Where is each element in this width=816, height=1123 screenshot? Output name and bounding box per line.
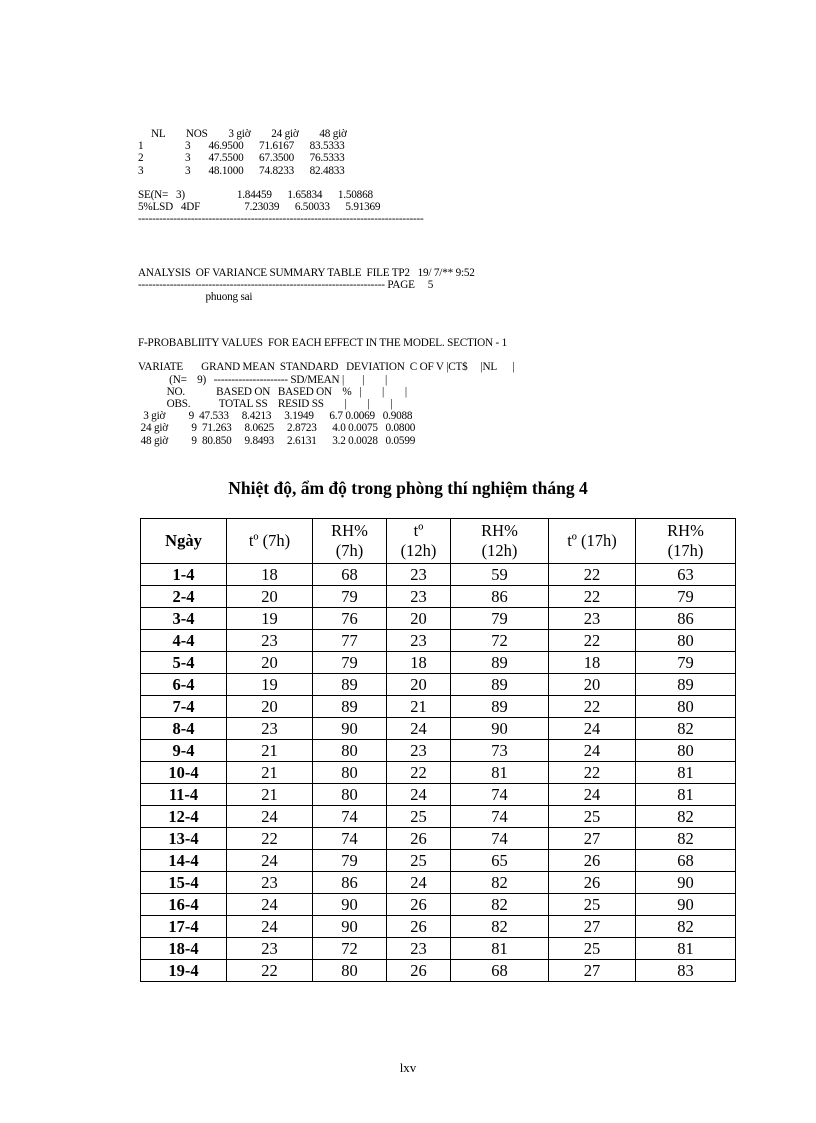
value-cell: 26 [387,894,451,916]
value-cell: 82 [451,872,549,894]
value-cell: 82 [636,916,736,938]
value-cell: 24 [549,718,636,740]
text-line [138,349,514,361]
value-cell: 26 [549,872,636,894]
column-header [313,519,387,564]
value-cell: 82 [451,916,549,938]
value-cell: 25 [549,938,636,960]
text-line: SE(N= 3) 1.84459 1.65834 1.50868 [138,189,373,201]
value-cell: 20 [387,674,451,696]
value-cell: 24 [387,718,451,740]
value-cell: 27 [549,960,636,982]
value-cell: 18 [387,652,451,674]
value-cell: 89 [451,696,549,718]
table-row [141,916,736,938]
value-cell: 90 [636,894,736,916]
column-header [549,519,636,564]
value-cell: 73 [451,740,549,762]
value-cell: 80 [313,762,387,784]
value-cell: 90 [313,894,387,916]
value-cell: 79 [313,586,387,608]
table-row [141,696,736,718]
day-cell: 18-4 [141,938,227,960]
column-header [227,519,313,564]
value-cell: 79 [451,608,549,630]
value-cell: 80 [636,630,736,652]
day-cell: 2-4 [141,586,227,608]
page-number: lxv [399,1060,417,1075]
column-header-line1: RH% [481,521,518,540]
value-cell: 79 [313,850,387,872]
value-cell: 18 [549,652,636,674]
table-row [141,894,736,916]
value-cell: 80 [313,960,387,982]
value-cell: 22 [227,960,313,982]
value-cell: 77 [313,630,387,652]
text-line: OBS. TOTAL SS RESID SS | | | [138,398,393,410]
table-row [141,784,736,806]
table-row [141,850,736,872]
text-line: 5%LSD 4DF 7.23039 6.50033 5.91369 [138,201,381,214]
table-title: Nhiệt độ, ẩm độ trong phòng thí nghiệm tháng 4 [228,478,588,498]
value-cell: 65 [451,850,549,872]
table-row [141,718,736,740]
text-line: phuong sai [138,291,253,304]
text-line [138,177,424,189]
value-cell: 22 [549,564,636,586]
text-line: 3 3 48.1000 74.8233 82.4833 [138,164,345,177]
value-cell: 79 [636,586,736,608]
value-cell: 89 [313,696,387,718]
value-cell: 89 [313,674,387,696]
table-row [141,586,736,608]
value-cell: 23 [387,740,451,762]
text-line: VARIATE GRAND MEAN STANDARD DEVIATION C OF V |CT$ |NL | [138,361,515,374]
table-row [141,762,736,784]
value-cell: 26 [387,960,451,982]
value-cell: 68 [636,850,736,872]
value-cell: 26 [549,850,636,872]
value-cell: 72 [313,938,387,960]
value-cell: 82 [636,806,736,828]
table-header-row [141,519,736,564]
day-cell: 13-4 [141,828,227,850]
value-cell: 20 [227,586,313,608]
value-cell: 81 [451,938,549,960]
day-cell: 15-4 [141,872,227,894]
column-header-line1: RH% [667,521,704,540]
value-cell: 24 [549,784,636,806]
value-cell: 26 [387,828,451,850]
day-cell: 12-4 [141,806,227,828]
day-cell: 1-4 [141,564,227,586]
value-cell: 24 [227,850,313,872]
text-line: 3 giờ 9 47.533 8.4213 3.1949 6.7 0.0069 0.9088 [138,410,413,423]
day-cell: 19-4 [141,960,227,982]
value-cell: 82 [451,894,549,916]
column-header-line1: tº (17h) [567,531,617,550]
value-cell: 23 [387,564,451,586]
value-cell: 81 [636,784,736,806]
value-cell: 22 [549,586,636,608]
value-cell: 26 [387,916,451,938]
text-line: 24 giờ 9 71.263 8.0625 2.8723 4.0 0.0075 0.0800 [138,422,416,435]
day-cell: 4-4 [141,630,227,652]
value-cell: 74 [451,828,549,850]
value-cell: 82 [636,718,736,740]
text-line: 2 3 47.5500 67.3500 76.5333 [138,152,345,165]
value-cell: 27 [549,916,636,938]
value-cell: 89 [636,674,736,696]
value-cell: 24 [227,916,313,938]
value-cell: 86 [636,608,736,630]
value-cell: 74 [451,784,549,806]
day-cell: 17-4 [141,916,227,938]
value-cell: 83 [636,960,736,982]
value-cell: 86 [313,872,387,894]
value-cell: 74 [451,806,549,828]
day-cell: 8-4 [141,718,227,740]
value-cell: 80 [313,740,387,762]
text-line: 48 giờ 9 80.850 9.8493 2.6131 3.2 0.0028 0.0599 [138,434,416,447]
value-cell: 24 [227,806,313,828]
value-cell: 24 [549,740,636,762]
value-cell: 24 [387,872,451,894]
value-cell: 90 [451,718,549,740]
value-cell: 23 [227,718,313,740]
value-cell: 80 [313,784,387,806]
value-cell: 79 [636,652,736,674]
value-cell: 22 [549,696,636,718]
day-cell: 16-4 [141,894,227,916]
value-cell: 74 [313,806,387,828]
column-header-line1: RH% [331,521,368,540]
value-cell: 22 [387,762,451,784]
value-cell: 80 [636,740,736,762]
value-cell: 23 [227,872,313,894]
value-cell: 90 [313,718,387,740]
table-row [141,872,736,894]
temperature-humidity-table [140,518,736,982]
text-line: 1 3 46.9500 71.6167 83.5333 [138,140,345,153]
value-cell: 68 [313,564,387,586]
table-row [141,630,736,652]
column-header [451,519,549,564]
value-cell: 22 [227,828,313,850]
column-header-line2: (12h) [481,541,518,560]
value-cell: 27 [549,828,636,850]
table-row [141,938,736,960]
value-cell: 89 [451,652,549,674]
day-cell: 7-4 [141,696,227,718]
value-cell: 80 [636,696,736,718]
value-cell: 63 [636,564,736,586]
column-header [636,519,736,564]
table-row [141,960,736,982]
value-cell: 76 [313,608,387,630]
value-cell: 23 [227,938,313,960]
day-cell: 5-4 [141,652,227,674]
value-cell: 20 [549,674,636,696]
value-cell: 21 [227,784,313,806]
value-cell: 23 [549,608,636,630]
value-cell: 25 [549,806,636,828]
value-cell: 25 [387,850,451,872]
value-cell: 21 [227,740,313,762]
column-header-line1: Ngày [165,531,202,550]
table-row [141,608,736,630]
value-cell: 20 [387,608,451,630]
day-cell: 9-4 [141,740,227,762]
column-header [387,519,451,564]
value-cell: 21 [227,762,313,784]
value-cell: 24 [227,894,313,916]
value-cell: 81 [636,938,736,960]
value-cell: 82 [636,828,736,850]
column-header-line2: (12h) [400,541,437,560]
text-line: --------------------------------------------------------------------------------- [138,213,424,226]
text-line: ---------------------------------------------------------------------- PAGE 5 [138,279,434,292]
value-cell: 20 [227,652,313,674]
value-cell: 81 [451,762,549,784]
value-cell: 19 [227,608,313,630]
text-line: (N= 9) --------------------- SD/MEAN | | | [138,373,388,386]
value-cell: 21 [387,696,451,718]
table-row [141,740,736,762]
value-cell: 89 [451,674,549,696]
value-cell: 25 [387,806,451,828]
value-cell: 74 [313,828,387,850]
value-cell: 59 [451,564,549,586]
day-cell: 14-4 [141,850,227,872]
f-probability-block [138,337,514,447]
statistics-means-block [138,128,424,226]
text-line: NO. BASED ON BASED ON % | | | [138,385,407,398]
table-row [141,806,736,828]
value-cell: 79 [313,652,387,674]
value-cell: 23 [227,630,313,652]
value-cell: 23 [387,586,451,608]
value-cell: 24 [387,784,451,806]
table-row [141,828,736,850]
table-row [141,652,736,674]
table-row [141,674,736,696]
value-cell: 90 [313,916,387,938]
value-cell: 19 [227,674,313,696]
column-header-line2: (17h) [667,541,704,560]
value-cell: 18 [227,564,313,586]
value-cell: 81 [636,762,736,784]
day-cell: 3-4 [141,608,227,630]
value-cell: 23 [387,630,451,652]
text-line: F-PROBABLIITY VALUES FOR EACH EFFECT IN THE MODEL. SECTION - 1 [138,337,508,349]
column-header-line1: tº (7h) [248,531,291,550]
day-cell: 11-4 [141,784,227,806]
column-header-line2: (7h) [335,541,364,560]
day-cell: 10-4 [141,762,227,784]
value-cell: 25 [549,894,636,916]
value-cell: 23 [387,938,451,960]
column-header [141,519,227,564]
value-cell: 86 [451,586,549,608]
value-cell: 90 [636,872,736,894]
value-cell: 68 [451,960,549,982]
anova-summary-header [138,267,475,304]
value-cell: 22 [549,630,636,652]
value-cell: 72 [451,630,549,652]
table-row [141,564,736,586]
column-header-line1: tº [413,521,424,540]
value-cell: 20 [227,696,313,718]
text-line: NL NOS 3 giờ 24 giờ 48 giờ [138,128,347,140]
text-line: ANALYSIS OF VARIANCE SUMMARY TABLE FILE TP2 19/ 7/** 9:52 [138,267,475,279]
value-cell: 22 [549,762,636,784]
day-cell: 6-4 [141,674,227,696]
